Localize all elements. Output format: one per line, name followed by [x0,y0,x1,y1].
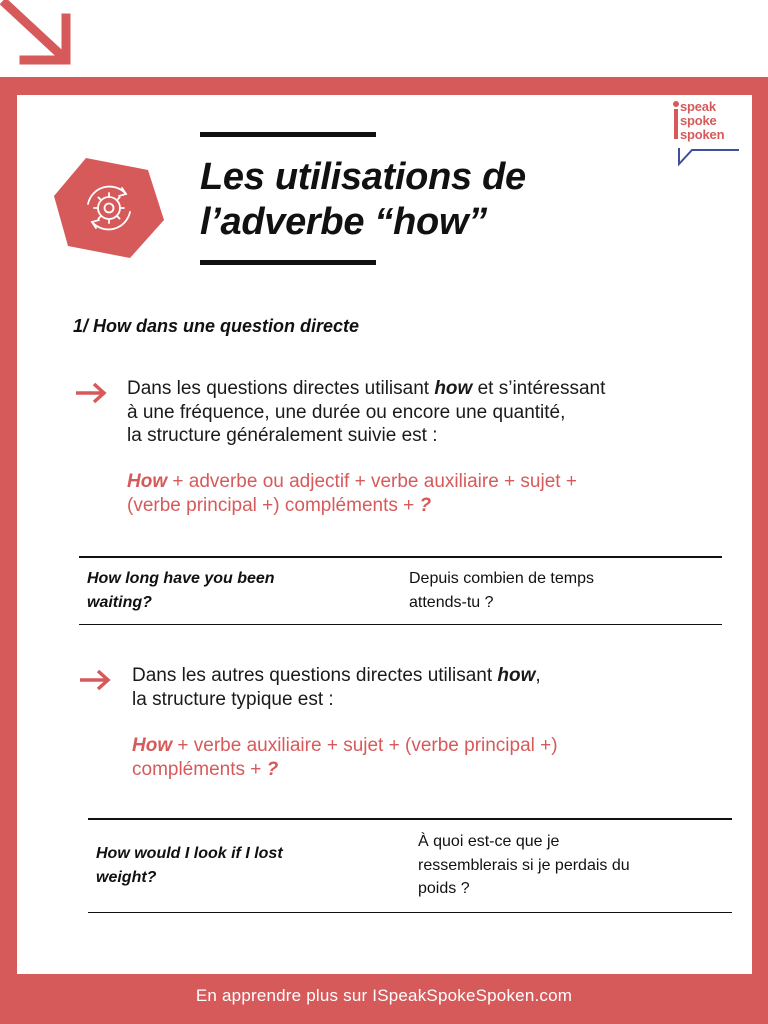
title-top-bar [200,132,376,137]
section-heading: 1/ How dans une question directe [73,316,360,336]
title-line-1: Les utilisations de [200,156,526,198]
logo-word-spoke: spoke [680,113,717,128]
point-1-text: Dans les questions directes utilisant how et s’intéressant à une fréquence, une durée ou encore une quantité, la structure généralement suivie est : [127,378,606,446]
example-table-1 [79,556,722,625]
example-1-french: Depuis combien de temps attends-tu ? [409,570,594,611]
logo-word-spoken: spoken [680,127,725,142]
formula-1: How + adverbe ou adjectif + verbe auxiliaire + sujet + (verbe principal +) compléments + ? [127,471,577,516]
example-1-english: How long have you been waiting? [87,570,275,611]
title-bottom-bar [200,260,376,265]
point-2-text: Dans les autres questions directes utilisant how, la structure typique est : [132,665,541,710]
speech-bubble-icon [678,146,740,166]
speak-spoke-spoken-logo [672,100,744,170]
arrow-right-icon [78,669,112,691]
example-table-2 [88,818,732,913]
logo-word-speak: speak [680,99,716,114]
arrow-right-icon [74,382,108,404]
footer-link-text[interactable]: En apprendre plus sur ISpeakSpokeSpoken.com [195,986,573,1005]
formula-2: How + verbe auxiliaire + sujet + (verbe principal +) compléments + ? [132,735,558,780]
title-line-2: l’adverbe “how” [200,201,487,243]
page-title [200,155,670,245]
logo-i-mark-icon [672,100,680,140]
gear-hexagon-icon [52,156,166,260]
example-2-french: À quoi est-ce que je ressemblerais si je perdais du poids ? [418,833,630,897]
example-2-english: How would I look if I lost weight? [96,845,283,886]
arrow-down-right-icon [0,0,76,68]
